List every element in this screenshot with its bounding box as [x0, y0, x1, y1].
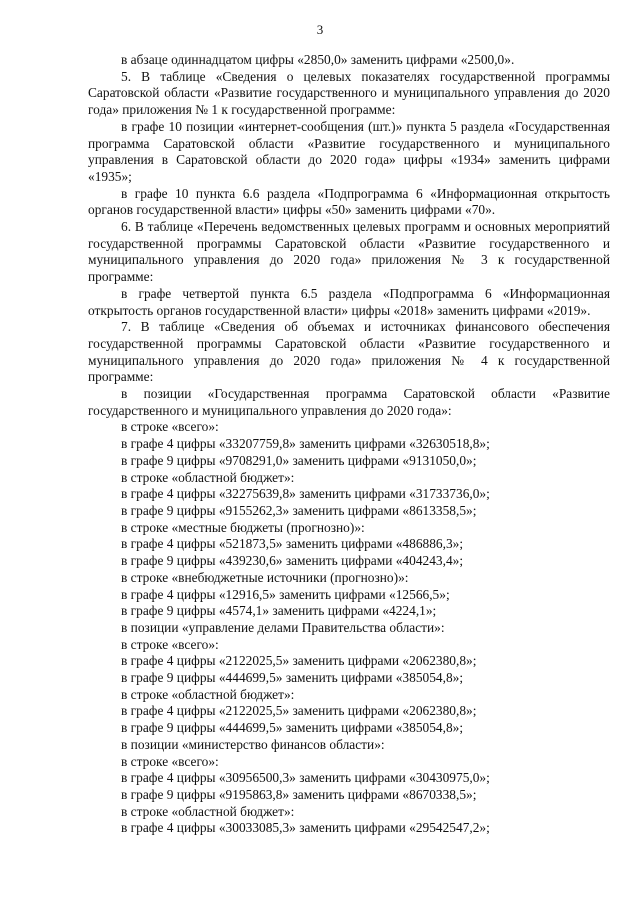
paragraph: в графе 10 позиции «интернет-сообщения (шт.)» пункта 5 раздела «Государственная программа Саратовской области «Развитие государственного и муниципального управления в Саратовской области до 2020 года» цифры «1934» заменить цифрами «1935»;: [88, 118, 610, 184]
amendment-line: в графе 9 цифры «439230,6» заменить цифрами «404243,4»;: [121, 553, 464, 569]
amendment-line: в графе 9 цифры «444699,5» заменить цифрами «385054,8»;: [121, 670, 464, 686]
amendment-line: в графе 4 цифры «2122025,5» заменить цифрами «2062380,8»;: [121, 703, 477, 719]
document-body: [88, 52, 610, 837]
amendment-line: в строке «областной бюджет»:: [121, 686, 295, 702]
amendment-line: в графе 4 цифры «30956500,3» заменить цифрами «30430975,0»;: [121, 770, 490, 786]
amendment-line: в строке «всего»:: [121, 636, 219, 652]
amendment-line: в строке «местные бюджеты (прогнозно)»:: [121, 519, 365, 535]
amendment-line: в графе 4 цифры «2122025,5» заменить цифрами «2062380,8»;: [121, 653, 477, 669]
amendment-line: в графе 9 цифры «444699,5» заменить цифрами «385054,8»;: [121, 720, 464, 736]
page-number: 3: [316, 22, 324, 37]
paragraph: 6. В таблице «Перечень ведомственных целевых программ и основных мероприятий государственной программы Саратовской области «Развитие государственного и муниципального управления до 2020 года» приложения № 3 к государственной программе:: [88, 219, 610, 285]
paragraph: 5. В таблице «Сведения о целевых показателях государственной программы Саратовской области «Развитие государственного и муниципального управления до 2020 года» приложения № 1 к государственной программе:: [88, 68, 610, 118]
amendment-line: в графе 4 цифры «33207759,8» заменить цифрами «32630518,8»;: [121, 436, 490, 452]
amendment-line: в позиции «министерство финансов области»:: [121, 736, 385, 752]
paragraph: в абзаце одиннадцатом цифры «2850,0» заменить цифрами «2500,0».: [121, 52, 515, 67]
paragraph: в позиции «Государственная программа Саратовской области «Развитие государственного и муниципального управления до 2020 года»:: [88, 386, 610, 418]
paragraph: 7. В таблице «Сведения об объемах и источниках финансового обеспечения государственной программы Саратовской области «Развитие государственного и муниципального управления до 2020 года» приложения № 4 к государственной программе:: [88, 319, 610, 385]
amendment-line: в строке «всего»:: [121, 419, 219, 435]
amendment-line: в строке «областной бюджет»:: [121, 469, 295, 485]
amendment-line: в графе 9 цифры «9155262,3» заменить цифрами «8613358,5»;: [121, 502, 477, 518]
amendment-line: в графе 4 цифры «12916,5» заменить цифрами «12566,5»;: [121, 586, 450, 602]
amendment-line: в графе 9 цифры «9708291,0» заменить цифрами «9131050,0»;: [121, 452, 477, 468]
amendment-line: в графе 9 цифры «9195863,8» заменить цифрами «8670338,5»;: [121, 786, 477, 802]
amendment-line: в графе 4 цифры «30033085,3» заменить цифрами «29542547,2»;: [121, 820, 490, 836]
amendment-line: в графе 9 цифры «4574,1» заменить цифрами «4224,1»;: [121, 603, 437, 619]
amendment-line: в графе 4 цифры «521873,5» заменить цифрами «486886,3»;: [121, 536, 464, 552]
amendment-line: в строке «всего»:: [121, 753, 219, 769]
amendment-line: в графе 4 цифры «32275639,8» заменить цифрами «31733736,0»;: [121, 486, 490, 502]
amendment-line: в строке «внебюджетные источники (прогнозно)»:: [121, 569, 409, 585]
amendment-line: в строке «областной бюджет»:: [121, 803, 295, 819]
amendment-line: в позиции «управление делами Правительства области»:: [121, 619, 445, 635]
paragraph: в графе четвертой пункта 6.5 раздела «Подпрограмма 6 «Информационная открытость органов государственной власти» цифры «2018» заменить цифрами «2019».: [88, 285, 610, 318]
paragraph: в графе 10 пункта 6.6 раздела «Подпрограмма 6 «Информационная открытость органов государственной власти» цифры «50» заменить цифрами «70».: [88, 185, 610, 218]
